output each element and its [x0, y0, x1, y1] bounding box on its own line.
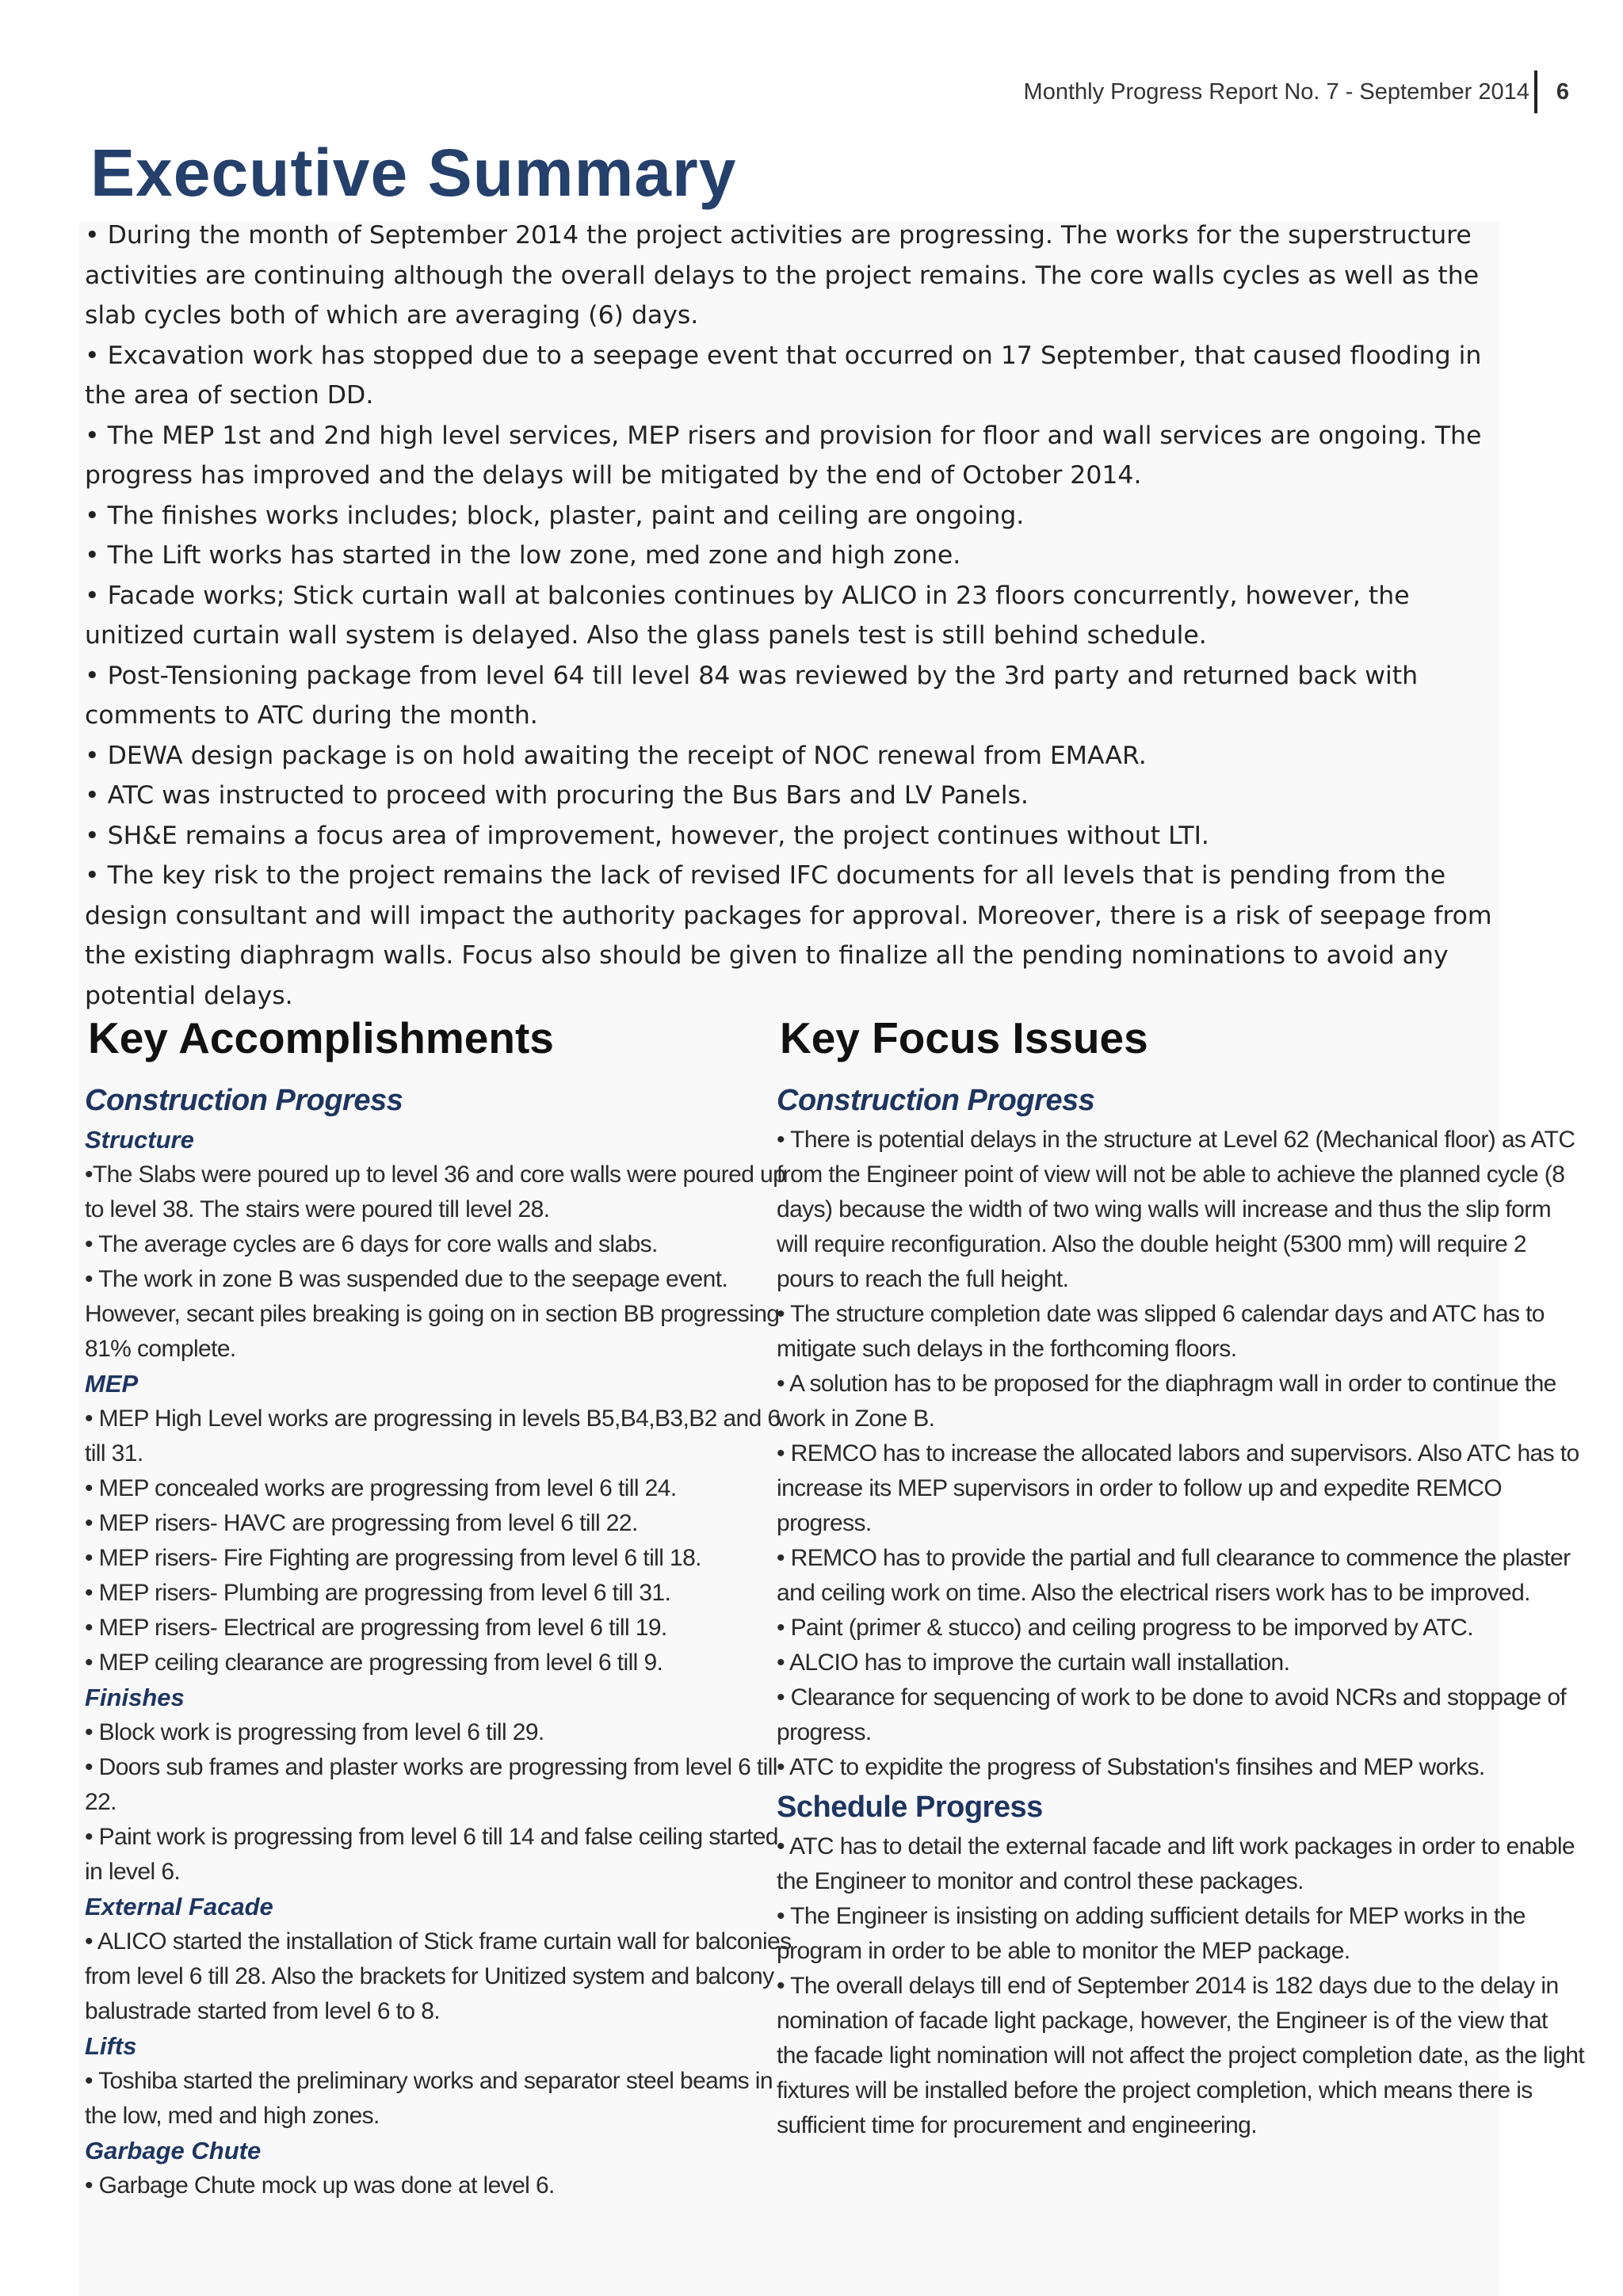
list-item: • Block work is progressing from level 6 till 29. — [85, 1719, 544, 1745]
list-item: • Garbage Chute mock up was done at level 6. — [85, 2172, 555, 2199]
summary-paragraph: • ATC was instructed to proceed with procuring the Bus Bars and LV Panels. — [85, 781, 1029, 810]
summary-paragraph: • Post-Tensioning package from level 64 till level 84 was reviewed by the 3rd party and returned back with comments to ATC during the month. — [85, 661, 1419, 730]
key-focus-issues-heading: Key Focus Issues — [780, 1013, 1148, 1062]
list-item: • MEP risers- Plumbing are progressing from level 6 till 31. — [85, 1580, 671, 1606]
list-item: • There is potential delays in the structure at Level 62 (Mechanical floor) as ATC from the Engineer point of view will not be able to achieve the planned cycle (8 days) because the width of two wing walls will increase and thus the slip form will require reconfiguration. Also the double height (5300 mm) will require 2 pours to reach the full height. — [777, 1127, 1575, 1292]
key-accomplishments-heading: Key Accomplishments — [88, 1013, 554, 1062]
list-item: • ALCIO has to improve the curtain wall installation. — [777, 1650, 1290, 1676]
page-number: 6 — [1556, 78, 1569, 105]
construction-progress-subheading: Construction Progress — [85, 1084, 403, 1117]
list-item: • MEP concealed works are progressing from level 6 till 24. — [85, 1475, 677, 1501]
list-item: • The work in zone B was suspended due to the seepage event. However, secant piles breaking is going on in section BB progressing 81% complete. — [85, 1266, 780, 1362]
mep-label: MEP — [85, 1370, 139, 1398]
schedule-progress-subheading: Schedule Progress — [777, 1791, 1043, 1824]
finishes-label: Finishes — [85, 1684, 185, 1711]
summary-paragraph: • The MEP 1st and 2nd high level services, MEP risers and provision for floor and wall services are ongoing. The progress has improved and the delays will be mitigated by the end of October 2014. — [85, 421, 1482, 490]
list-item: • REMCO has to provide the partial and full clearance to commence the plaster and ceiling work on time. Also the electrical risers work has to be improved. — [777, 1545, 1571, 1606]
page-title: Executive Summary — [90, 135, 737, 210]
key-accomplishments-column — [85, 1010, 798, 2203]
page-header — [1024, 73, 1569, 111]
list-item: • ALICO started the installation of Stick frame curtain wall for balconies from level 6 till 28. Also the brackets for Unitized system and balcony balustrade started from level 6 to 8. — [85, 1928, 792, 2024]
list-item: • REMCO has to increase the allocated labors and supervisors. Also ATC has to increase its MEP supervisors in order to follow up and expedite REMCO progress. — [777, 1440, 1579, 1536]
key-focus-issues-column — [777, 1010, 1585, 2143]
garbage-chute-label: Garbage Chute — [85, 2137, 262, 2164]
list-item: • MEP risers- HAVC are progressing from level 6 till 22. — [85, 1510, 638, 1536]
summary-paragraph: • Facade works; Stick curtain wall at balconies continues by ALICO in 23 floors concurrently, however, the unitized curtain wall system is delayed. Also the glass panels test is still behind schedule. — [85, 581, 1410, 650]
list-item: • Clearance for sequencing of work to be done to avoid NCRs and stoppage of progress. — [777, 1684, 1567, 1745]
structure-label: Structure — [85, 1126, 194, 1154]
executive-summary — [85, 215, 1511, 1016]
list-item: • The overall delays till end of September 2014 is 182 days due to the delay in nomination of facade light package, however, the Engineer is of the view that the facade light nomination will not affect the project completion date, as the light fixtures will be installed before the project completion, which means there is sufficient time for procurement and engineering. — [777, 1973, 1585, 2138]
list-item: • The Engineer is insisting on adding sufficient details for MEP works in the program in order to be able to monitor the MEP package. — [777, 1903, 1526, 1964]
list-item: • Paint work is progressing from level 6 till 14 and false ceiling started in level 6. — [85, 1824, 778, 1885]
list-item: • ATC to expidite the progress of Substation's finsihes and MEP works. — [777, 1754, 1485, 1780]
external-facade-label: External Facade — [85, 1893, 273, 1920]
summary-paragraph: • Excavation work has stopped due to a seepage event that occurred on 17 September, that caused flooding in the area of section DD. — [85, 341, 1482, 410]
summary-paragraph: • The Lift works has started in the low zone, med zone and high zone. — [85, 541, 961, 570]
summary-paragraph: • SH&E remains a focus area of improvement, however, the project continues without LTI. — [85, 821, 1209, 850]
lifts-label: Lifts — [85, 2032, 137, 2060]
list-item: • MEP risers- Fire Fighting are progressing from level 6 till 18. — [85, 1545, 701, 1571]
list-item: • MEP risers- Electrical are progressing from level 6 till 19. — [85, 1615, 667, 1641]
summary-paragraph: • The finishes works includes; block, plaster, paint and ceiling are ongoing. — [85, 501, 1025, 530]
list-item: • MEP ceiling clearance are progressing from level 6 till 9. — [85, 1650, 663, 1676]
report-title: Monthly Progress Report No. 7 - September 2014 — [1023, 78, 1529, 105]
list-item: •The Slabs were poured up to level 36 and core walls were poured up to level 38. The stairs were poured till level 28. — [85, 1161, 786, 1222]
list-item: • Doors sub frames and plaster works are progressing from level 6 till 22. — [85, 1754, 777, 1815]
summary-paragraph: • The key risk to the project remains the lack of revised IFC documents for all levels that is pending from the design consultant and will impact the authority packages for approval. Moreover, there is a risk of seepage from the existing diaphragm walls. Focus also should be given to finalize all the pending nominations to avoid any potential delays. — [85, 861, 1492, 1010]
header-divider — [1534, 71, 1537, 113]
list-item: • Paint (primer & stucco) and ceiling progress to be imporved by ATC. — [777, 1615, 1473, 1641]
list-item: • The average cycles are 6 days for core walls and slabs. — [85, 1231, 658, 1257]
list-item: • A solution has to be proposed for the diaphragm wall in order to continue the work in Zone B. — [777, 1371, 1556, 1432]
list-item: • Toshiba started the preliminary works and separator steel beams in the low, med and high zones. — [85, 2068, 773, 2129]
list-item: • MEP High Level works are progressing in levels B5,B4,B3,B2 and 6 till 31. — [85, 1405, 781, 1466]
list-item: • ATC has to detail the external facade and lift work packages in order to enable the Engineer to monitor and control these packages. — [777, 1833, 1575, 1894]
list-item: • The structure completion date was slipped 6 calendar days and ATC has to mitigate such delays in the forthcoming floors. — [777, 1301, 1545, 1362]
construction-progress-subheading: Construction Progress — [777, 1084, 1095, 1117]
summary-paragraph: • During the month of September 2014 the project activities are progressing. The works for the superstructure activities are continuing although the overall delays to the project remains. The core walls cycles as well as the slab cycles both of which are averaging (6) days. — [85, 221, 1480, 330]
summary-paragraph: • DEWA design package is on hold awaiting the receipt of NOC renewal from EMAAR. — [85, 741, 1147, 770]
